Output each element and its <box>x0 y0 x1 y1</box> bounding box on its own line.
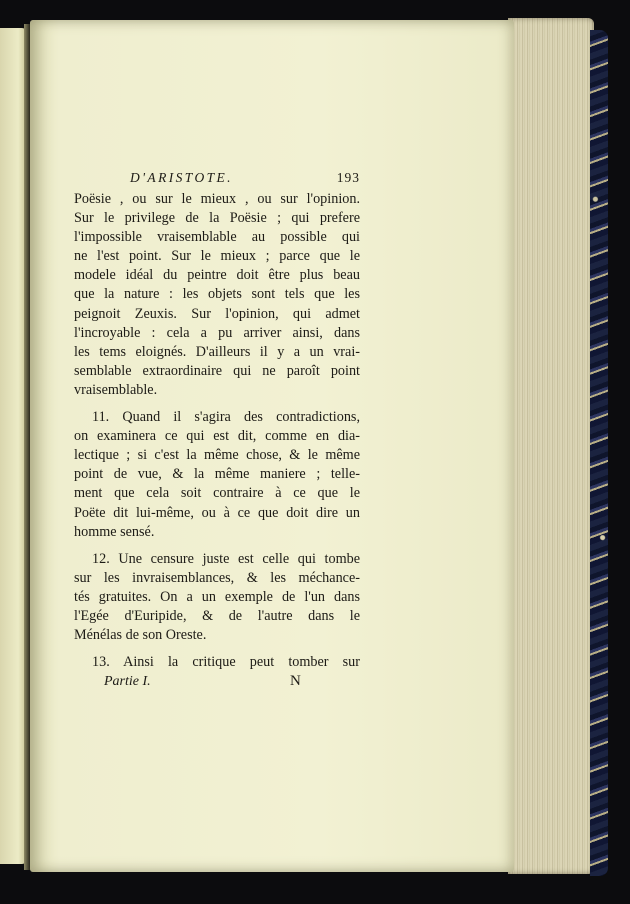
text-line: semblable extraordinaire qui ne paroît point <box>74 362 360 379</box>
text-line: l'Egée d'Euripide, & de l'autre dans le <box>74 607 360 624</box>
page-number: 193 <box>336 170 360 185</box>
text-line: que la nature : les objets sont tels que les <box>74 286 360 303</box>
text-line: Ménélas de son Oreste. <box>74 627 207 644</box>
running-head-title: D'ARISTOTE. <box>130 170 233 185</box>
text-line: on examinera ce qui est dit, comme en dia- <box>74 428 360 445</box>
marbled-cover <box>590 30 608 876</box>
text-line: 12. Une censure juste est celle qui tombe <box>92 550 360 567</box>
text-line: l'incroyable : cela a pu arriver ainsi, dans <box>74 324 360 341</box>
page-text <box>74 168 360 692</box>
part-label: Partie I. <box>104 674 151 690</box>
text-line: point de vue, & la même maniere ; telle- <box>74 466 360 483</box>
page-footer <box>74 672 360 692</box>
text-line: lectique ; si c'est la même chose, & le même <box>74 447 360 464</box>
text-line: peignoit Zeuxis. Sur l'opinion, qui admet <box>74 305 360 322</box>
paragraph <box>74 653 360 672</box>
text-line: homme sensé. <box>74 523 155 540</box>
text-line: Poëte dit lui-même, ou à ce que doit dire un <box>74 504 360 521</box>
text-line: tés gratuites. On a un exemple de l'un dans <box>74 588 360 605</box>
text-line: Poësie , ou sur le mieux , ou sur l'opinion. <box>74 191 360 207</box>
running-head <box>74 168 360 190</box>
text-line: les tems eloignés. D'ailleurs il y a un vrai- <box>74 343 360 360</box>
signature-mark: N <box>290 673 301 690</box>
page-stack-edge <box>508 18 594 874</box>
text-line: sur les invraisemblances, & les méchance- <box>74 569 360 586</box>
paragraph <box>74 408 360 542</box>
text-line: 13. Ainsi la critique peut tomber sur <box>92 654 360 671</box>
text-line: Sur le privilege de la Poësie ; qui prefere <box>74 210 360 227</box>
text-line: modele idéal du peintre doit être plus beau <box>74 267 360 284</box>
paragraph <box>74 190 360 400</box>
left-page-edge <box>0 28 26 864</box>
text-line: ne l'est point. Sur le mieux ; parce que le <box>74 248 360 265</box>
text-line: ment que cela soit contraire à ce que le <box>74 485 360 502</box>
text-line: l'impossible vraisemblable au possible qui <box>74 229 360 246</box>
paragraph <box>74 550 360 645</box>
text-line: vraisemblable. <box>74 381 158 398</box>
text-line: 11. Quand il s'agira des contradictions, <box>92 409 360 426</box>
